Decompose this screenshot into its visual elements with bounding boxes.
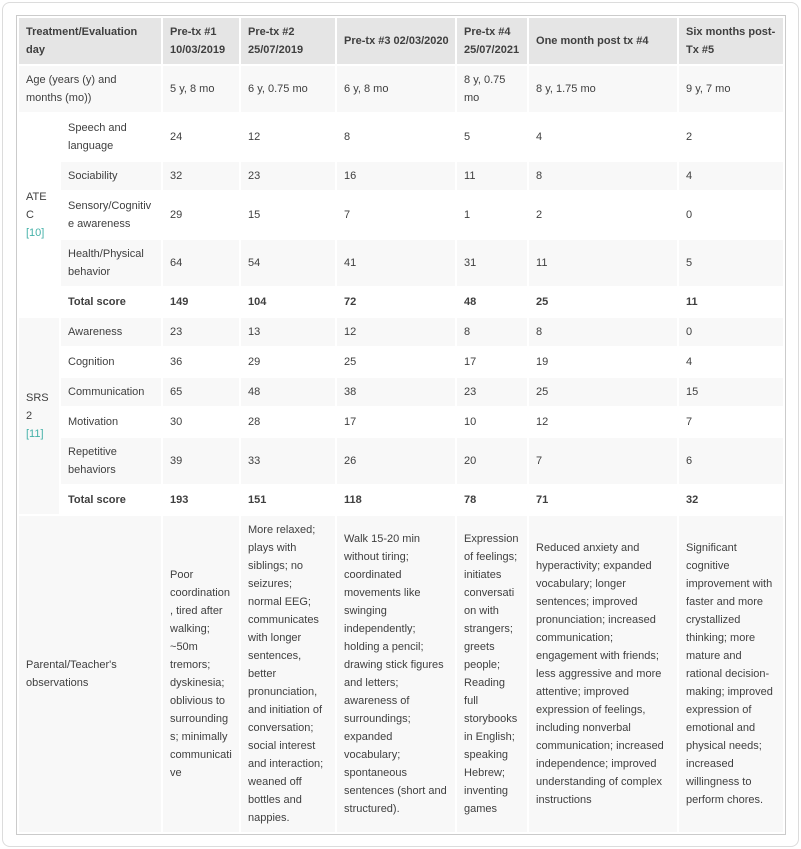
cell: 7 bbox=[337, 192, 455, 238]
row-label: Sensory/Cognitive awareness bbox=[61, 192, 161, 238]
cell: 6 y, 8 mo bbox=[337, 66, 455, 112]
cell: 28 bbox=[241, 408, 335, 436]
header-row bbox=[19, 18, 783, 64]
cell: 15 bbox=[679, 378, 783, 406]
table-row-communication bbox=[19, 378, 783, 406]
cell: 17 bbox=[457, 348, 527, 376]
cell: 13 bbox=[241, 318, 335, 346]
cell: 19 bbox=[529, 348, 677, 376]
cell: 8 y, 0.75 mo bbox=[457, 66, 527, 112]
cell: 8 bbox=[529, 162, 677, 190]
cell: 9 y, 7 mo bbox=[679, 66, 783, 112]
cell: 11 bbox=[529, 240, 677, 286]
cell: 25 bbox=[337, 348, 455, 376]
cell: 11 bbox=[679, 288, 783, 316]
cell: 8 y, 1.75 mo bbox=[529, 66, 677, 112]
cell: 15 bbox=[241, 192, 335, 238]
group-cell-srs2 bbox=[19, 318, 59, 514]
cell: 24 bbox=[163, 114, 239, 160]
cell: 118 bbox=[337, 486, 455, 514]
cell: 23 bbox=[163, 318, 239, 346]
table-row-speech-language bbox=[19, 114, 783, 160]
table-row-observations bbox=[19, 516, 783, 832]
cell: 6 bbox=[679, 438, 783, 484]
cell: Poor coordination, tired after walking; ~50m tremors; dyskinesia; oblivious to surroundings; minimally communicative bbox=[163, 516, 239, 832]
cell: 6 y, 0.75 mo bbox=[241, 66, 335, 112]
cell: 8 bbox=[337, 114, 455, 160]
cell: 16 bbox=[337, 162, 455, 190]
cell: 2 bbox=[529, 192, 677, 238]
cell: 7 bbox=[679, 408, 783, 436]
table-row-age bbox=[19, 66, 783, 112]
group-label-atec: ATEC bbox=[26, 191, 47, 221]
cell: 38 bbox=[337, 378, 455, 406]
cell: 26 bbox=[337, 438, 455, 484]
row-label: Communication bbox=[61, 378, 161, 406]
cell: 78 bbox=[457, 486, 527, 514]
column-header-pretx1: Pre-tx #1 10/03/2019 bbox=[163, 18, 239, 64]
cell: 25 bbox=[529, 378, 677, 406]
cell: 32 bbox=[679, 486, 783, 514]
cell: 8 bbox=[457, 318, 527, 346]
table-row-awareness bbox=[19, 318, 783, 346]
cell: 0 bbox=[679, 192, 783, 238]
cell: 1 bbox=[457, 192, 527, 238]
cell: 65 bbox=[163, 378, 239, 406]
cell: 29 bbox=[163, 192, 239, 238]
cell: 12 bbox=[337, 318, 455, 346]
cell: 4 bbox=[679, 162, 783, 190]
group-cell-atec bbox=[19, 114, 59, 316]
cell: Walk 15-20 min without tiring; coordinated movements like swinging independently; holding a pencil; drawing stick figures and letters; awareness of surroundings; expanded vocabulary; spontaneous sentences (short and structured). bbox=[337, 516, 455, 832]
cell: Reduced anxiety and hyperactivity; expanded vocabulary; longer sentences; improved pronunciation; increased communication; engagement with friends; less aggressive and more attentive; improved expression of feelings, including nonverbal communication; increased independence; improved understanding of complex instructions bbox=[529, 516, 677, 832]
table-row-srs2-total bbox=[19, 486, 783, 514]
group-label-srs2: SRS2 bbox=[26, 392, 49, 422]
cell: 23 bbox=[457, 378, 527, 406]
row-label: Total score bbox=[61, 288, 161, 316]
cell: More relaxed; plays with siblings; no seizures; normal EEG; communicates with longer sentences, better pronunciation, and initiation of conversation; social interest and interaction; weaned off bottles and nappies. bbox=[241, 516, 335, 832]
row-label-observations: Parental/Teacher's observations bbox=[19, 516, 161, 832]
cell: 149 bbox=[163, 288, 239, 316]
column-header-six-months-post: Six months post-Tx #5 bbox=[679, 18, 783, 64]
cell: 7 bbox=[529, 438, 677, 484]
cell: 10 bbox=[457, 408, 527, 436]
cell: 36 bbox=[163, 348, 239, 376]
cell: 72 bbox=[337, 288, 455, 316]
cell: 64 bbox=[163, 240, 239, 286]
row-label: Total score bbox=[61, 486, 161, 514]
table-row-sociability bbox=[19, 162, 783, 190]
cell: 0 bbox=[679, 318, 783, 346]
cell: 33 bbox=[241, 438, 335, 484]
row-label: Cognition bbox=[61, 348, 161, 376]
cell: 104 bbox=[241, 288, 335, 316]
reference-link-10[interactable]: [10] bbox=[26, 227, 45, 239]
cell: 11 bbox=[457, 162, 527, 190]
cell: Expression of feelings; initiates conversation with strangers; greets people; Reading full storybooks in English; speaking Hebrew; inventing games bbox=[457, 516, 527, 832]
column-header-pretx4: Pre-tx #4 25/07/2021 bbox=[457, 18, 527, 64]
cell: 5 bbox=[679, 240, 783, 286]
row-label: Health/Physical behavior bbox=[61, 240, 161, 286]
table-row-atec-total bbox=[19, 288, 783, 316]
cell: 23 bbox=[241, 162, 335, 190]
column-header-one-month-post: One month post tx #4 bbox=[529, 18, 677, 64]
cell: 8 bbox=[529, 318, 677, 346]
table-row-cognition bbox=[19, 348, 783, 376]
cell: 30 bbox=[163, 408, 239, 436]
cell: 48 bbox=[457, 288, 527, 316]
table-row-repetitive-behaviors bbox=[19, 438, 783, 484]
cell: 41 bbox=[337, 240, 455, 286]
cell: 193 bbox=[163, 486, 239, 514]
cell: 5 bbox=[457, 114, 527, 160]
cell: 39 bbox=[163, 438, 239, 484]
cell: 17 bbox=[337, 408, 455, 436]
cell: 31 bbox=[457, 240, 527, 286]
cell: 32 bbox=[163, 162, 239, 190]
reference-link-11[interactable]: [11] bbox=[26, 428, 44, 440]
page-container bbox=[2, 2, 799, 847]
table-row-health-physical bbox=[19, 240, 783, 286]
cell: 12 bbox=[529, 408, 677, 436]
treatment-evaluation-table bbox=[16, 15, 786, 835]
row-label: Speech and language bbox=[61, 114, 161, 160]
cell: 48 bbox=[241, 378, 335, 406]
cell: 25 bbox=[529, 288, 677, 316]
row-label-age: Age (years (y) and months (mo)) bbox=[19, 66, 161, 112]
cell: 5 y, 8 mo bbox=[163, 66, 239, 112]
cell: 29 bbox=[241, 348, 335, 376]
cell: 4 bbox=[679, 348, 783, 376]
cell: 12 bbox=[241, 114, 335, 160]
cell: 20 bbox=[457, 438, 527, 484]
table-row-motivation bbox=[19, 408, 783, 436]
row-label: Motivation bbox=[61, 408, 161, 436]
column-header-pretx2: Pre-tx #2 25/07/2019 bbox=[241, 18, 335, 64]
column-header-pretx3: Pre-tx #3 02/03/2020 bbox=[337, 18, 455, 64]
cell: 151 bbox=[241, 486, 335, 514]
cell: 71 bbox=[529, 486, 677, 514]
cell: 54 bbox=[241, 240, 335, 286]
row-label: Awareness bbox=[61, 318, 161, 346]
cell: 4 bbox=[529, 114, 677, 160]
row-label: Sociability bbox=[61, 162, 161, 190]
row-label: Repetitive behaviors bbox=[61, 438, 161, 484]
cell: 2 bbox=[679, 114, 783, 160]
table-row-sensory-cognitive bbox=[19, 192, 783, 238]
cell: Significant cognitive improvement with faster and more crystallized thinking; more mature and rational decision-making; improved expression of emotional and physical needs; increased willingness to perform chores. bbox=[679, 516, 783, 832]
column-header-treatment-day: Treatment/Evaluation day bbox=[19, 18, 161, 64]
